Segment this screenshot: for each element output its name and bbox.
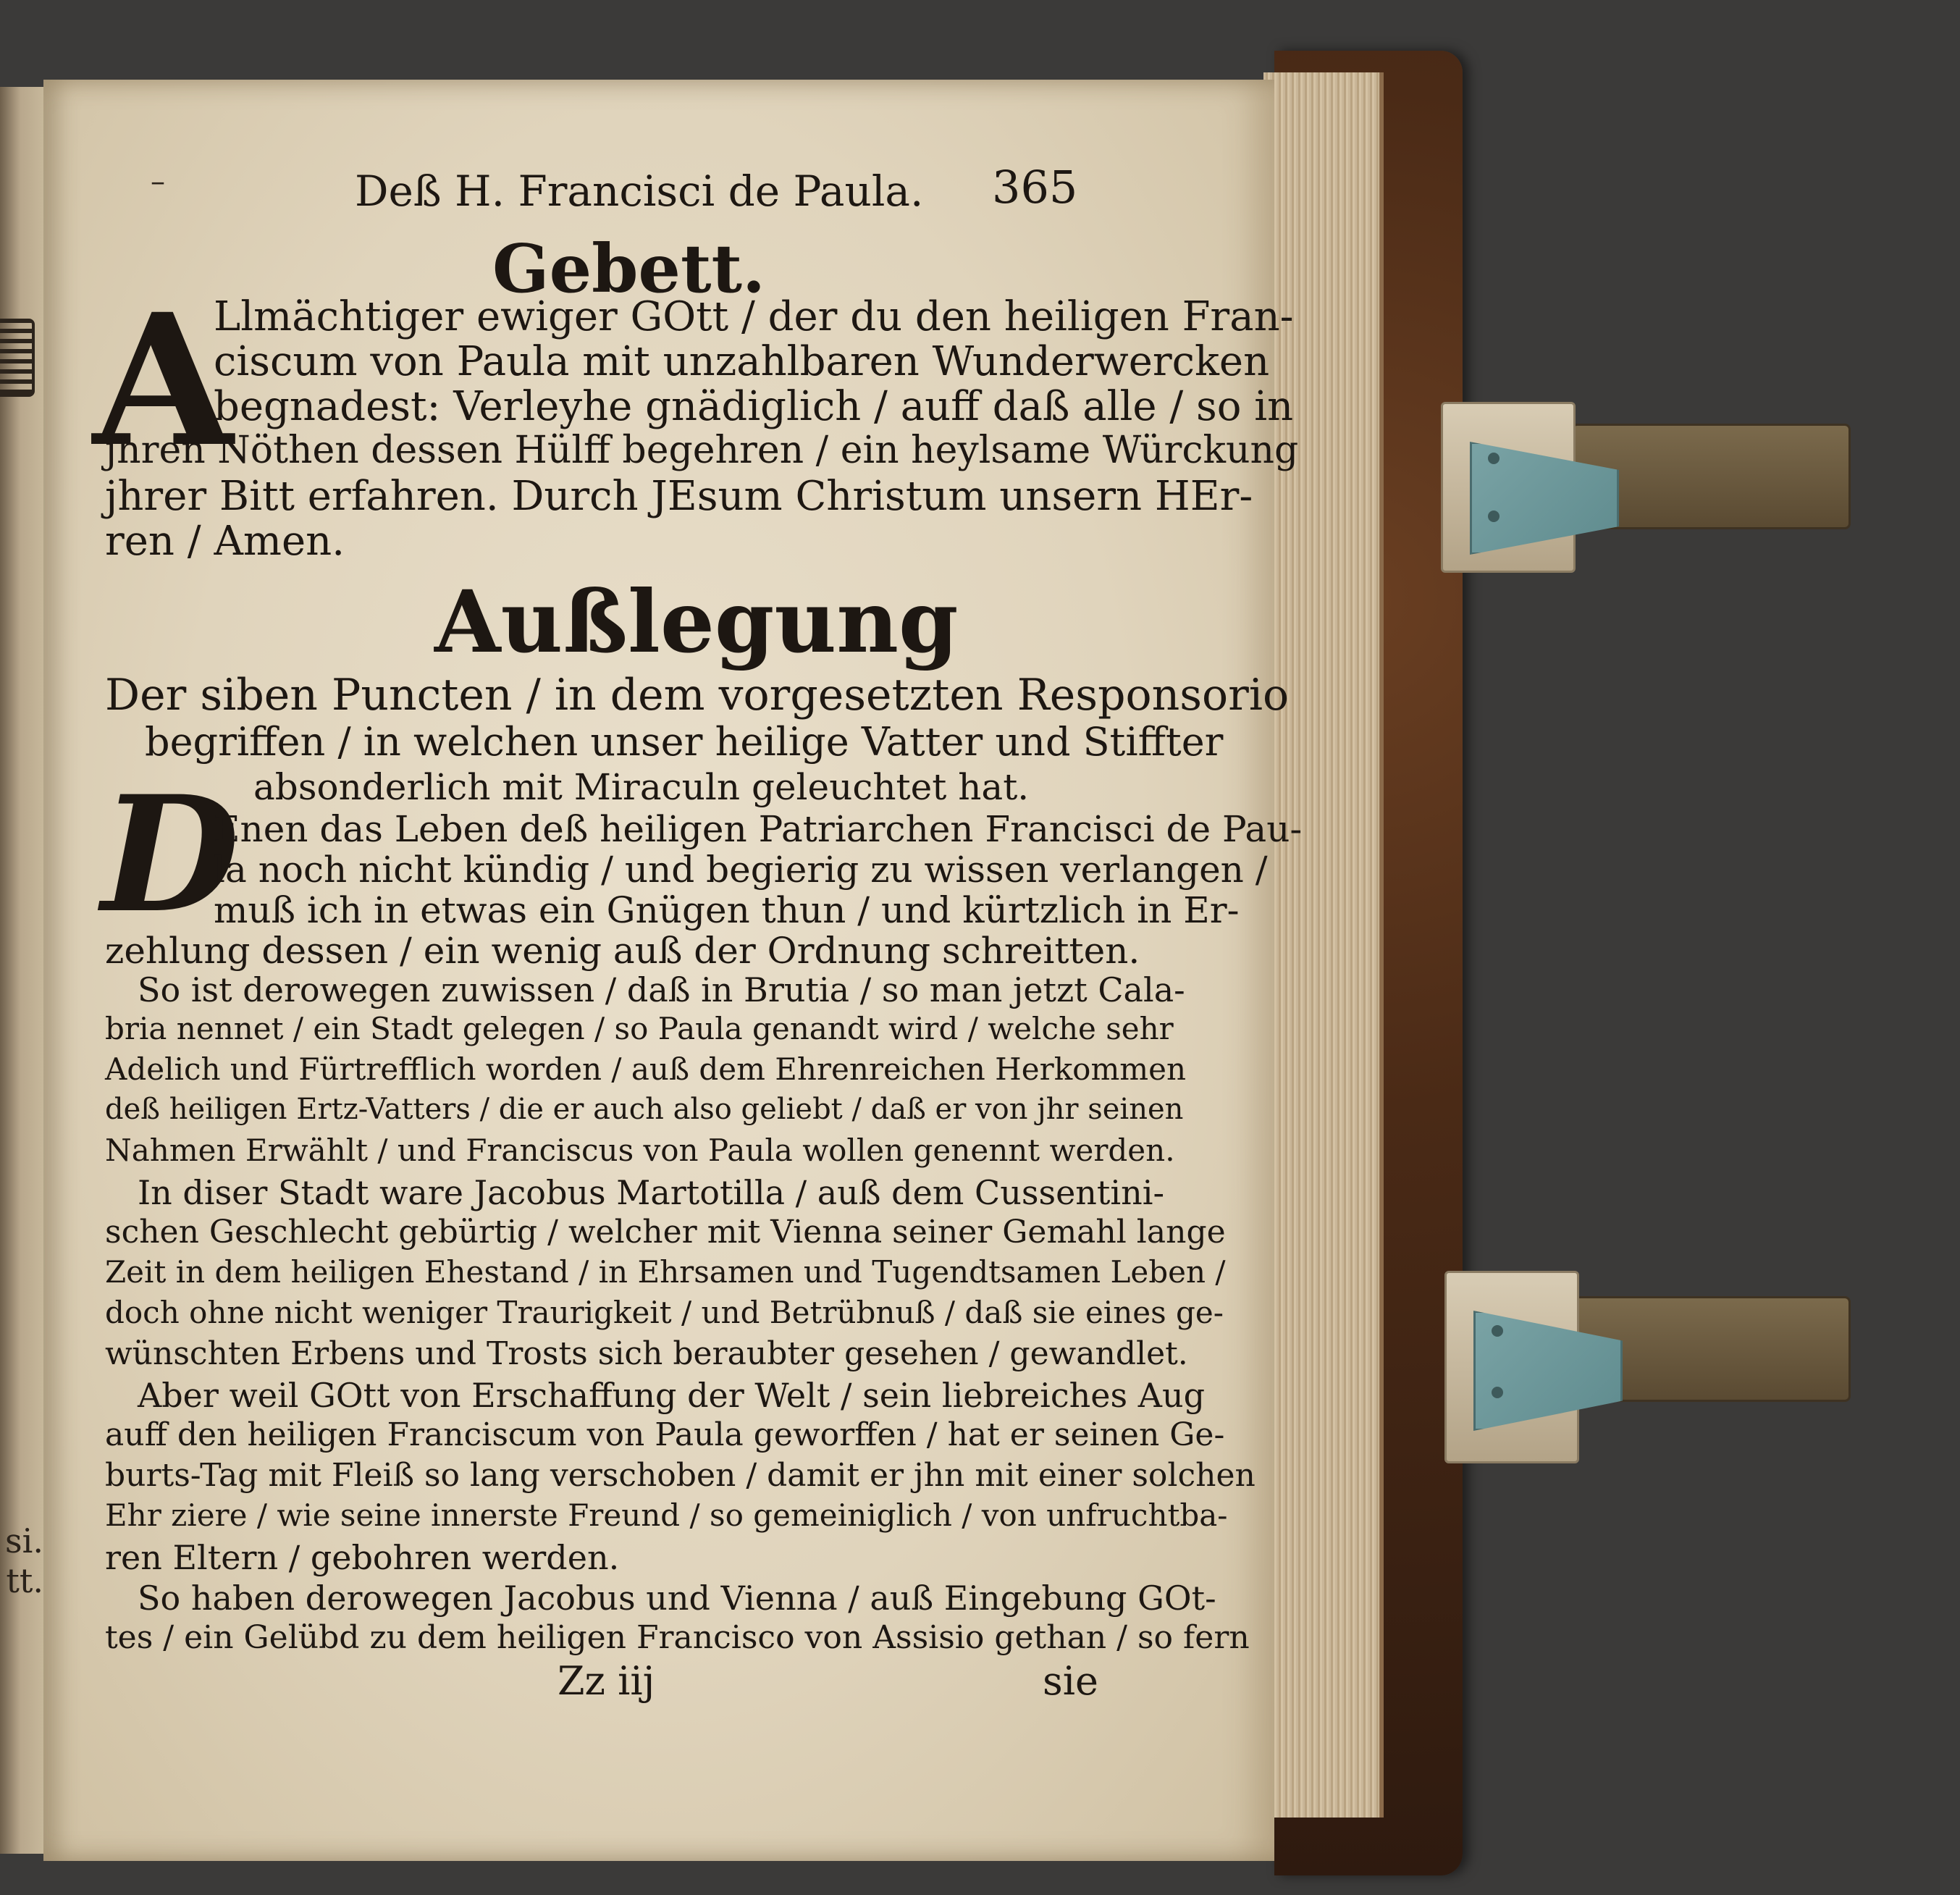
book-page: [43, 80, 1303, 1861]
prayer-line: ren / Amen.: [105, 518, 345, 565]
body-line: Nahmen Erwählt / und Franciscus von Paula wollen genennt werden.: [105, 1133, 1175, 1168]
running-title: Deß H. Francisci de Paula.: [355, 167, 924, 216]
body-line: Zeit in dem heiligen Ehestand / in Ehrsamen und Tugendtsamen Leben /: [105, 1254, 1226, 1290]
subtitle-line: Der siben Puncten / in dem vorgesetzten Responsorio: [105, 670, 1290, 720]
prayer-line: jhrer Bitt erfahren. Durch JEsum Christum unsern HEr-: [105, 473, 1253, 520]
body-line: doch ohne nicht weniger Traurigkeit / und Betrübnuß / daß sie eines ge-: [105, 1295, 1224, 1330]
prayer-line: jhren Nöthen dessen Hülff begehren / ein heylsame Würckung: [105, 429, 1299, 472]
rivet-icon: [1488, 510, 1500, 522]
exposition-heading: Außlegung: [434, 571, 959, 672]
body-line: Adelich und Fürtrefflich worden / auß dem Ehrenreichen Herkommen: [105, 1051, 1187, 1087]
body-line: bria nennet / ein Stadt gelegen / so Paula genandt wird / welche sehr: [105, 1011, 1174, 1046]
body-line: muß ich in etwas ein Gnügen thun / und kürtzlich in Er-: [214, 889, 1240, 931]
catchword: sie: [1043, 1658, 1098, 1704]
rivet-icon: [1492, 1387, 1503, 1398]
ornament-fragment-icon: [0, 319, 35, 397]
body-line: So ist derowegen zuwissen / daß in Brutia / so man jetzt Cala-: [138, 970, 1185, 1009]
body-line: burts-Tag mit Fleiß so lang verschoben / damit er jhn mit einer solchen: [105, 1457, 1256, 1494]
body-line: zehlung dessen / ein wenig auß der Ordnung schreitten.: [105, 930, 1140, 972]
prayer-line: ciscum von Paula mit unzahlbaren Wunderwercken: [214, 338, 1270, 385]
body-line: deß heiligen Ertz-Vatters / die er auch also geliebt / daß er von jhr seinen: [105, 1093, 1184, 1126]
body-line: la noch nicht kündig / und begierig zu wissen verlangen /: [214, 849, 1268, 891]
body-line: schen Geschlecht gebürtig / welcher mit Vienna seiner Gemahl lange: [105, 1214, 1226, 1251]
rivet-icon: [1492, 1325, 1503, 1337]
body-line: Aber weil GOtt von Erschaffung der Welt / sein liebreiches Aug: [138, 1376, 1206, 1415]
body-line: wünschten Erbens und Trosts sich beraubter gesehen / gewandlet.: [105, 1335, 1188, 1372]
prayer-heading: Gebett.: [492, 230, 765, 308]
prayer-line: begnadest: Verleyhe gnädiglich / auff daß alle / so in: [214, 383, 1294, 430]
signature-mark: Zz iij: [558, 1658, 655, 1704]
subtitle-line: begriffen / in welchen unser heilige Vatter und Stiffter: [145, 719, 1224, 765]
exposition-dropcap: D: [101, 760, 240, 948]
subtitle-line: absonderlich mit Miraculn geleuchtet hat.: [253, 766, 1030, 808]
body-line: Enen das Leben deß heiligen Patriarchen Francisci de Pau-: [214, 808, 1303, 850]
body-line: auff den heiligen Franciscum von Paula geworffen / hat er seinen Ge-: [105, 1416, 1225, 1453]
body-line: In diser Stadt ware Jacobus Martotilla / auß dem Cussentini-: [138, 1173, 1165, 1212]
body-line: tes / ein Gelübd zu dem heiligen Francisco von Assisio gethan / so fern: [105, 1619, 1250, 1656]
prayer-dropcap: A: [93, 274, 233, 487]
left-page-fragment-1: si.: [5, 1521, 43, 1560]
rivet-icon: [1488, 453, 1500, 464]
body-line: Ehr ziere / wie seine innerste Freund / so gemeiniglich / von unfruchtba-: [105, 1497, 1228, 1533]
body-line: ren Eltern / gebohren werden.: [105, 1538, 620, 1577]
body-line: So haben derowegen Jacobus und Vienna / auß Eingebung GOt-: [138, 1579, 1216, 1618]
page-number: 365: [992, 161, 1078, 214]
prayer-line: Llmächtiger ewiger GOtt / der du den heiligen Fran-: [214, 293, 1294, 340]
left-page-fragment-2: tt.: [6, 1561, 43, 1600]
page-mark: –: [151, 165, 165, 198]
